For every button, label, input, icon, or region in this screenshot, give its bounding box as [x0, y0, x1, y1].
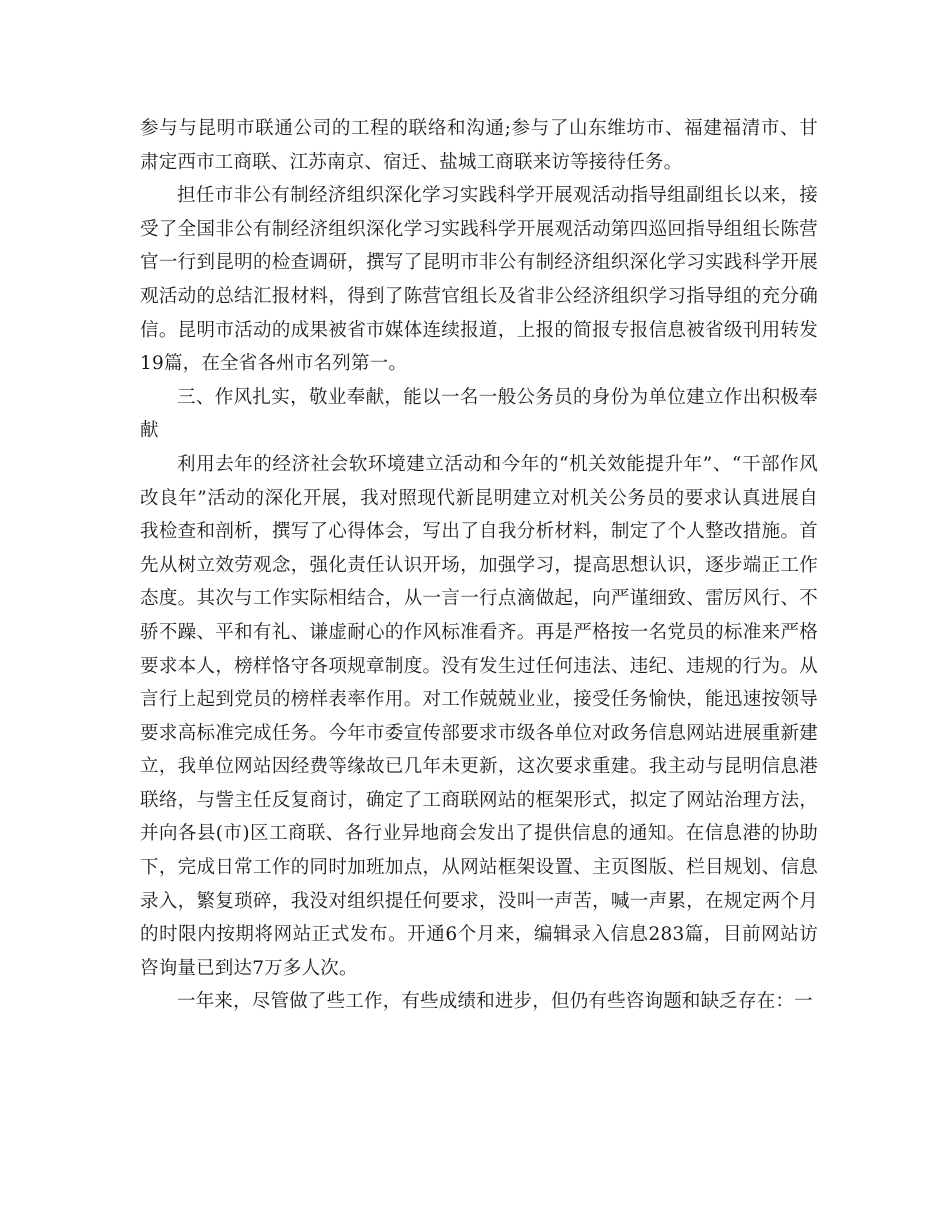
paragraph-1: 参与与昆明市联通公司的工程的联络和沟通;参与了山东维坊市、福建福清市、甘肃定西市工商联、江苏南京、宿迁、盐城工商联来访等接待任务。 — [140, 118, 818, 173]
document-body — [140, 112, 818, 1019]
section-heading-3: 三、作风扎实，敬业奉献，能以一名一般公务员的身份为单位建立作出积极奉献 — [140, 386, 818, 442]
paragraph-5: 一年来，尽管做了些工作，有些成绩和进步，但仍有些咨询题和缺乏存在：一 — [177, 991, 813, 1013]
paragraph-2: 担任市非公有制经济组织深化学习实践科学开展观活动指导组副组长以来，接受了全国非公有制经济组织深化学习实践科学开展观活动第四巡回指导组组长陈营官一行到昆明的检查调研，撰写了昆明市非公有制经济组织深化学习实践科学开展观活动的总结汇报材料，得到了陈营官组长及省非公经济组织学习指导组的充分确信。昆明市活动的成果被省市媒体连续报道，上报的简报专报信息被省级刊用转发19篇，在全省各州市名列第一。 — [140, 185, 818, 375]
paragraph-4: 利用去年的经济社会软环境建立活动和今年的“机关效能提升年”、“干部作风改良年”活动的深化开展，我对照现代新昆明建立对机关公务员的要求认真进展自我检查和剖析，撰写了心得体会，写出了自我分析材料，制定了个人整改措施。首先从树立效劳观念，强化责任认识开场，加强学习，提高思想认识，逐步端正工作态度。其次与工作实际相结合，从一言一行点滴做起，向严谨细致、雷厉风行、不骄不躁、平和有礼、谦虚耐心的作风标准看齐。再是严格按一名党员的标准来严格要求本人，榜样恪守各项规章制度。没有发生过任何违法、违纪、违规的行为。从言行上起到党员的榜样表率作用。对工作兢兢业业，接受任务愉快，能迅速按领导要求高标准完成任务。今年市委宣传部要求市级各单位对政务信息网站进展重新建立，我单位网站因经费等缘故已几年未更新，这次要求重建。我主动与昆明信息港联络，与訾主任反复商讨，确定了工商联网站的框架形式，拟定了网站治理方法，并向各县(市)区工商联、各行业异地商会发出了提供信息的通知。在信息港的协助下，完成日常工作的同时加班加点，从网站框架设置、主页图版、栏目规划、信息录入，繁复琐碎，我没对组织提任何要求，没叫一声苦，喊一声累，在规定两个月的时限内按期将网站正式发布。开通6个月来，编辑录入信息283篇，目前网站访咨询量已到达7万多人次。 — [140, 453, 818, 979]
